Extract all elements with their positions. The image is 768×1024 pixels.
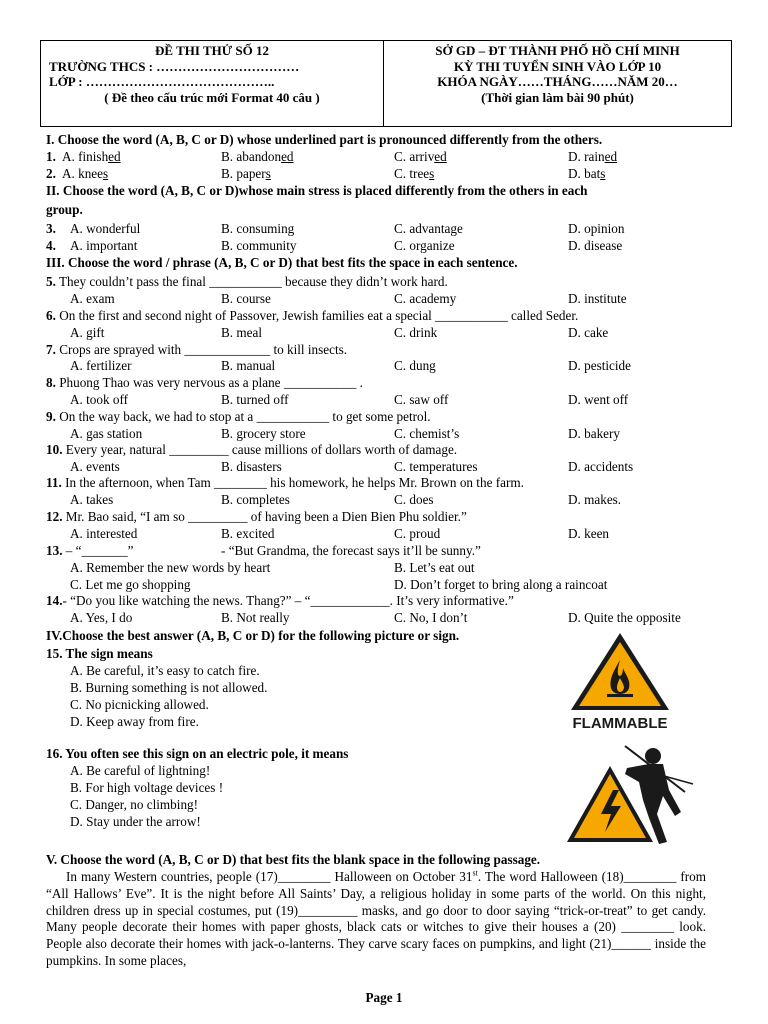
q5-option-c: C. academy <box>394 291 457 306</box>
q4-option-a: A. important <box>70 238 138 253</box>
q9-option-c: C. chemist’s <box>394 426 460 441</box>
q7-option-b: B. manual <box>221 358 276 373</box>
q15-option-d: D. Keep away from fire. <box>70 714 199 729</box>
q9-option-b: B. grocery store <box>221 426 306 441</box>
header-left <box>41 41 384 126</box>
q13-option-c: C. Let me go shopping <box>70 577 191 592</box>
q10-option-d: D. accidents <box>568 459 634 474</box>
q1-number: 1. <box>46 149 56 164</box>
section-3-heading: III. Choose the word / phrase (A, B, C or D) that best fits the space in each sentence. <box>46 255 518 270</box>
q15-option-a: A. Be careful, it’s easy to catch fire. <box>70 663 260 678</box>
q11-option-b: B. completes <box>221 492 290 507</box>
q16-option-b: B. For high voltage devices ! <box>70 780 224 795</box>
question-3: 3. <box>46 221 56 236</box>
q8-option-d: D. went off <box>568 392 629 407</box>
q8-option-a: A. took off <box>70 392 128 407</box>
question-13: 13. – “_______” <box>46 543 134 558</box>
school-line: TRƯỜNG THCS : …………………………… <box>49 58 300 74</box>
question-9: 9. On the way back, we had to stop at a ___________ to get some petrol. <box>46 409 431 424</box>
class-line: LỚP : …………………………………….. <box>49 74 275 89</box>
question-4: 4. <box>46 238 56 253</box>
question-7: 7. Crops are sprayed with _____________ to kill insects. <box>46 342 348 357</box>
exam-date: KHÓA NGÀY……THÁNG……NĂM 20… <box>437 74 678 89</box>
header-box <box>40 40 732 127</box>
q16-option-d: D. Stay under the arrow! <box>70 814 201 829</box>
q2-option-c: C. trees <box>394 166 435 181</box>
q14-option-c: C. No, I don’t <box>394 610 468 625</box>
q9-option-d: D. bakery <box>568 426 620 441</box>
section-1-heading: I. Choose the word (A, B, C or D) whose underlined part is pronounced differently from the others. <box>46 132 603 147</box>
q4-option-d: D. disease <box>568 238 623 253</box>
q16-option-c: C. Danger, no climbing! <box>70 797 199 812</box>
flammable-warning-icon <box>565 630 675 734</box>
q1-option-b: B. abandoned <box>221 149 294 164</box>
flammable-label: FLAMMABLE <box>572 715 668 732</box>
q6-option-d: D. cake <box>568 325 609 340</box>
q6-option-b: B. meal <box>221 325 263 340</box>
question-1 <box>46 149 56 165</box>
q12-option-a: A. interested <box>70 526 138 541</box>
q5-option-b: B. course <box>221 291 271 306</box>
q12-option-b: B. excited <box>221 526 275 541</box>
question-5: 5. They couldn’t pass the final ___________ because they didn’t work hard. <box>46 274 448 289</box>
q8-option-c: C. saw off <box>394 392 449 407</box>
q1-option-a: A. finished <box>62 149 121 164</box>
page-number: Page 1 <box>365 990 403 1005</box>
q10-option-a: A. events <box>70 459 120 474</box>
section-2-heading: II. Choose the word (A, B, C or D)whose main stress is placed differently from the others in each <box>46 183 588 198</box>
q16-option-a: A. Be careful of lightning! <box>70 763 211 778</box>
q14-option-a: A. Yes, I do <box>70 610 133 625</box>
q10-option-c: C. temperatures <box>394 459 478 474</box>
exam-name: KỲ THI TUYỂN SINH VÀO LỚP 10 <box>453 58 662 74</box>
q3-option-d: D. opinion <box>568 221 625 236</box>
q13-dialogue-reply: - “But Grandma, the forecast says it’ll be sunny.” <box>221 543 481 558</box>
q6-option-c: C. drink <box>394 325 438 340</box>
q13-option-a: A. Remember the new words by heart <box>70 560 271 575</box>
question-6: 6. On the first and second night of Passover, Jewish families eat a special ___________ called Seder. <box>46 308 579 323</box>
q13-option-d: D. Don’t forget to bring along a raincoat <box>394 577 608 592</box>
question-15: 15. The sign means <box>46 646 153 661</box>
q2-option-b: B. papers <box>221 166 271 181</box>
q9-option-a: A. gas station <box>70 426 143 441</box>
q7-option-a: A. fertilizer <box>70 358 132 373</box>
q6-option-a: A. gift <box>70 325 105 340</box>
question-12: 12. Mr. Bao said, “I am so _________ of having been a Dien Bien Phu soldier.” <box>46 509 467 524</box>
question-8: 8. Phuong Thao was very nervous as a plane ___________ . <box>46 375 363 390</box>
q14-option-b: B. Not really <box>221 610 290 625</box>
q7-option-c: C. dung <box>394 358 436 373</box>
q1-option-c: C. arrived <box>394 149 447 164</box>
q8-option-b: B. turned off <box>221 392 289 407</box>
question-16: 16. You often see this sign on an electric pole, it means <box>46 746 349 761</box>
halloween-passage: In many Western countries, people (17)________ Halloween on October 31st. The word Halloween (18)________ from “All Hallows’ Eve”. It is the night before All Saints’ Day, a religious holiday in some parts of the world. On this night, children dress up in special costumes, put (19)_________ masks, and go door to door saying “trick-or-treat” to get candy. Many people decorate their homes with paper ghosts, black cats or witches to give their houses a (20) ________ look. People also decorate their homes with jack-o-lanterns. They carve scary faces on pumpkins, and light (21)______ inside the pumpkins. In some places, <box>46 868 706 968</box>
q14-option-d: D. Quite the opposite <box>568 610 681 625</box>
q3-option-c: C. advantage <box>394 221 463 236</box>
time-allowed: (Thời gian làm bài 90 phút) <box>481 89 634 105</box>
q2-option-d: D. bats <box>568 166 606 181</box>
question-2: 2. <box>46 166 56 181</box>
high-voltage-sign <box>565 738 695 848</box>
q5-option-a: A. exam <box>70 291 115 306</box>
q15-option-c: C. No picnicking allowed. <box>70 697 209 712</box>
flammable-sign <box>565 630 675 734</box>
q2-option-a: A. knees <box>62 166 109 181</box>
q12-option-d: D. keen <box>568 526 610 541</box>
question-10: 10. Every year, natural _________ cause millions of dollars worth of damage. <box>46 442 458 457</box>
q13-option-b: B. Let’s eat out <box>394 560 475 575</box>
question-14: 14.- “Do you like watching the news. Thang?” – “____________. It’s very informative.” <box>46 593 514 608</box>
q11-option-c: C. does <box>394 492 434 507</box>
department-line: SỞ GD – ĐT THÀNH PHỐ HỒ CHÍ MINH <box>435 43 680 58</box>
q10-option-b: B. disasters <box>221 459 282 474</box>
section-2-heading-cont: group. <box>46 202 83 217</box>
header-right <box>384 41 731 126</box>
q3-option-a: A. wonderful <box>70 221 141 236</box>
section-4-heading: IV.Choose the best answer (A, B, C or D) for the following picture or sign. <box>46 628 460 643</box>
q1-option-d: D. rained <box>568 149 618 164</box>
section-5-heading: V. Choose the word (A, B, C or D) that best fits the blank space in the following passage. <box>46 852 541 867</box>
format-note: ( Đề theo cấu trúc mới Format 40 câu ) <box>104 89 320 105</box>
q15-option-b: B. Burning something is not allowed. <box>70 680 268 695</box>
q4-option-b: B. community <box>221 238 297 253</box>
high-voltage-icon <box>565 738 695 848</box>
q11-option-a: A. takes <box>70 492 114 507</box>
q3-option-b: B. consuming <box>221 221 295 236</box>
q7-option-d: D. pesticide <box>568 358 631 373</box>
question-11: 11. In the afternoon, when Tam ________ his homework, he helps Mr. Brown on the farm. <box>46 475 524 490</box>
q11-option-d: D. makes. <box>568 492 622 507</box>
q4-option-c: C. organize <box>394 238 455 253</box>
q5-option-d: D. institute <box>568 291 627 306</box>
q12-option-c: C. proud <box>394 526 441 541</box>
exam-title: ĐỀ THI THỬ SỐ 12 <box>155 43 269 58</box>
